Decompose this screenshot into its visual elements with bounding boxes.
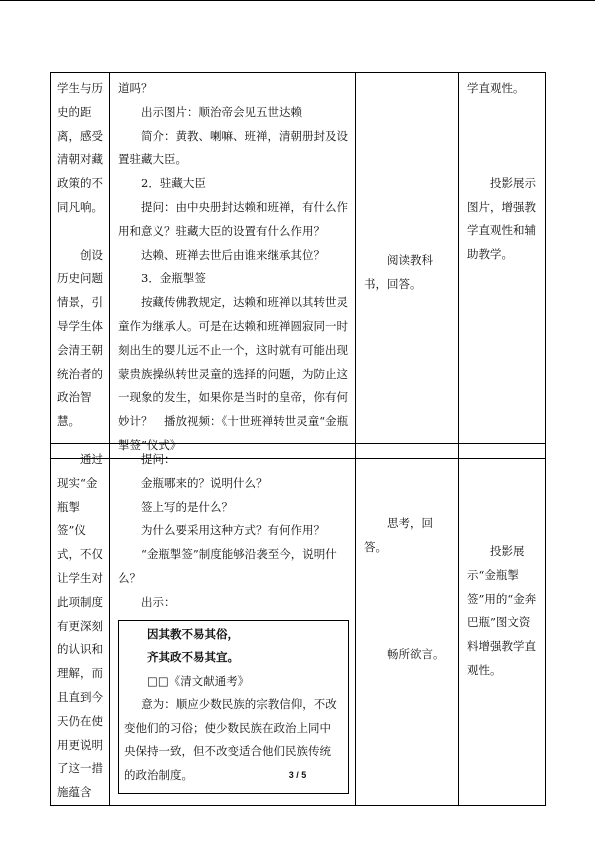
design-intent-text: 投影展示图片，增强教学直观性和辅助教学。	[467, 175, 536, 262]
table-row	[51, 73, 546, 459]
activity-line: 达赖、班禅去世后由谁来继承其位？	[141, 247, 325, 262]
student-activity-text: 阅读教科书，回答。	[364, 253, 433, 291]
student-activity-cell	[356, 73, 459, 459]
activity-line: 签上写的是什么？	[141, 499, 233, 514]
design-intent-text: 学直观性。	[467, 81, 525, 95]
activity-line: 提问：	[141, 452, 176, 466]
design-intent-cell	[459, 444, 546, 806]
table-row	[51, 444, 546, 806]
lesson-table-top	[50, 72, 546, 459]
student-activity-cell	[356, 444, 459, 806]
design-intent-text: 投影展示“金瓶掣签”用的“金奔巴瓶”图文资料增强教学直观性。	[467, 544, 537, 677]
activity-line: 出示图片：顺治帝会见五世达赖	[141, 104, 302, 119]
activity-line: 为什么要采用这种方式？有何作用？	[141, 523, 325, 538]
page-number: 3 / 5	[288, 770, 307, 780]
activity-line: 出示：	[141, 594, 176, 609]
activity-heading: 2．驻藏大臣	[141, 176, 206, 191]
activity-line: 按藏传佛教规定，达赖和班禅以其转世灵童作为继承人。可是在达赖和班禅圆寂同一时刻出生的婴儿远不止一个，这时就有可能出现蒙贵族操纵转世灵童的选择的问题，为防止这一现象的发生，如果你是当时的皇帝，你有何妙计？ 播放视频：《十世班禅转世灵童“金瓶掣签”仪式》	[118, 295, 349, 452]
activity-line: 道吗？	[118, 81, 153, 95]
quote-meaning: 意为：顺应少数民族的宗教信仰，不改变他们的习俗；使少数民族在政治上同中央保持一致，但不改变适合他们民族传统的政治制度。	[124, 697, 337, 782]
teacher-activity-cell	[110, 444, 356, 806]
activity-heading: 3．金瓶掣签	[141, 271, 206, 286]
student-activity-text: 畅所欲言。	[387, 646, 445, 661]
objective-text: 通过现实“金瓶掣签”仪式，不仅让学生对此项制度有更深刻的认识和理解，而且直到今天仍在使用更说明了这一措施蕴含	[57, 452, 103, 800]
activity-line: “金瓶掣签”制度能够沿袭至今，说明什么？	[118, 547, 337, 585]
objective-cell	[51, 444, 110, 806]
quotation-box	[118, 620, 349, 795]
objective-text: 创设历史问题情景，引导学生体会清王朝统治者的政治智慧。	[57, 247, 103, 429]
page-top-rule	[0, 0, 595, 1]
activity-line: 金瓶哪来的？说明什么？	[141, 475, 268, 490]
design-intent-cell	[459, 73, 546, 459]
activity-line: 简介：黄教、喇嘛、班禅，清朝册封及设置驻藏大臣。	[118, 128, 348, 167]
objective-cell	[51, 73, 110, 459]
lesson-table-bottom	[50, 443, 546, 806]
activity-line: 提问：由中央册封达赖和班禅，有什么作用和意义？驻藏大臣的设置有什么作用？	[118, 199, 348, 238]
quote-source: □□《清文献通考》	[147, 673, 250, 688]
objective-text: 学生与历史的距离，感受清朝对藏政策的不同凡响。	[57, 81, 103, 214]
teacher-activity-cell	[110, 73, 356, 459]
quote-line: 齐其政不易其宜。	[147, 650, 239, 665]
quote-line: 因其教不易其俗，	[147, 626, 239, 641]
student-activity-text: 思考，回答。	[364, 516, 433, 554]
